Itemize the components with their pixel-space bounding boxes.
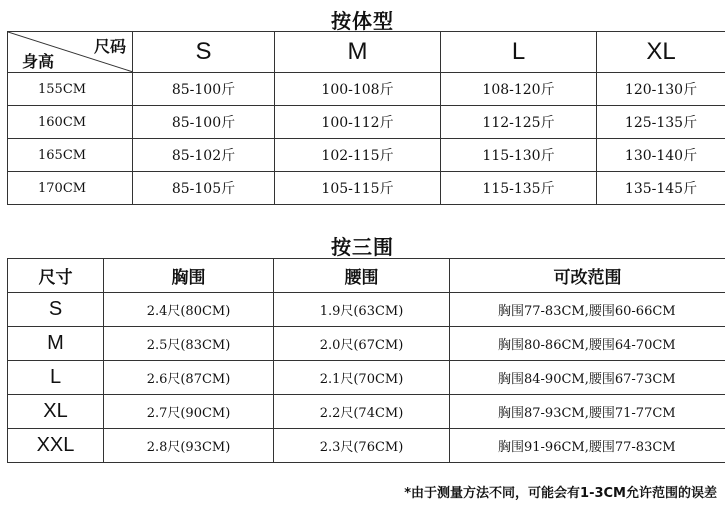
size-cell: XL <box>8 395 104 429</box>
chest-cell: 2.6尺(87CM) <box>104 361 274 395</box>
weight-range-cell: 115-130斤 <box>441 139 597 172</box>
size-header-s: S <box>133 32 275 73</box>
waist-cell: 2.0尺(67CM) <box>274 327 450 361</box>
weight-range-cell: 125-135斤 <box>597 106 725 139</box>
table-row <box>8 293 725 327</box>
size-cell: S <box>8 293 104 327</box>
header-size: 尺寸 <box>8 259 104 293</box>
chest-cell: 2.8尺(93CM) <box>104 429 274 463</box>
header-waist: 腰围 <box>274 259 450 293</box>
size-header-m: M <box>275 32 441 73</box>
measurement-footnote: *由于测量方法不同，可能会有1-3CM允许范围的误差 <box>404 486 717 501</box>
weight-range-cell: 112-125斤 <box>441 106 597 139</box>
weight-range-cell: 115-135斤 <box>441 172 597 205</box>
table-header-row <box>8 259 725 293</box>
chest-cell: 2.7尺(90CM) <box>104 395 274 429</box>
section-title-body-type: 按体型 <box>331 9 394 33</box>
adjust-range-cell: 胸围84-90CM,腰围67-73CM <box>450 361 725 395</box>
table-row <box>8 327 725 361</box>
height-axis-label: 身高 <box>22 52 55 71</box>
measurements-size-table <box>7 258 725 463</box>
weight-range-cell: 85-105斤 <box>133 172 275 205</box>
size-cell: L <box>8 361 104 395</box>
table-row <box>8 361 725 395</box>
weight-range-cell: 102-115斤 <box>275 139 441 172</box>
height-cell: 155CM <box>8 73 133 106</box>
weight-range-cell: 130-140斤 <box>597 139 725 172</box>
weight-range-cell: 135-145斤 <box>597 172 725 205</box>
weight-range-cell: 85-100斤 <box>133 106 275 139</box>
size-header-xl: XL <box>597 32 725 73</box>
weight-range-cell: 120-130斤 <box>597 73 725 106</box>
header-chest: 胸围 <box>104 259 274 293</box>
body-type-size-table <box>7 31 725 205</box>
adjust-range-cell: 胸围91-96CM,腰围77-83CM <box>450 429 725 463</box>
size-header-l: L <box>441 32 597 73</box>
size-cell: M <box>8 327 104 361</box>
height-cell: 170CM <box>8 172 133 205</box>
table-row <box>8 395 725 429</box>
weight-range-cell: 85-102斤 <box>133 139 275 172</box>
waist-cell: 2.3尺(76CM) <box>274 429 450 463</box>
corner-header-cell <box>8 32 133 73</box>
weight-range-cell: 108-120斤 <box>441 73 597 106</box>
weight-range-cell: 105-115斤 <box>275 172 441 205</box>
adjust-range-cell: 胸围80-86CM,腰围64-70CM <box>450 327 725 361</box>
waist-cell: 2.2尺(74CM) <box>274 395 450 429</box>
height-cell: 165CM <box>8 139 133 172</box>
section-title-measurements: 按三围 <box>331 235 394 259</box>
header-adjust-range: 可改范围 <box>450 259 725 293</box>
table-header-row <box>8 32 725 73</box>
size-axis-label: 尺码 <box>93 37 126 56</box>
table-row <box>8 73 725 106</box>
weight-range-cell: 100-108斤 <box>275 73 441 106</box>
height-cell: 160CM <box>8 106 133 139</box>
adjust-range-cell: 胸围87-93CM,腰围71-77CM <box>450 395 725 429</box>
waist-cell: 1.9尺(63CM) <box>274 293 450 327</box>
chest-cell: 2.5尺(83CM) <box>104 327 274 361</box>
weight-range-cell: 85-100斤 <box>133 73 275 106</box>
table-row <box>8 139 725 172</box>
table-row <box>8 429 725 463</box>
table-row <box>8 172 725 205</box>
size-cell: XXL <box>8 429 104 463</box>
adjust-range-cell: 胸围77-83CM,腰围60-66CM <box>450 293 725 327</box>
weight-range-cell: 100-112斤 <box>275 106 441 139</box>
waist-cell: 2.1尺(70CM) <box>274 361 450 395</box>
chest-cell: 2.4尺(80CM) <box>104 293 274 327</box>
table-row <box>8 106 725 139</box>
